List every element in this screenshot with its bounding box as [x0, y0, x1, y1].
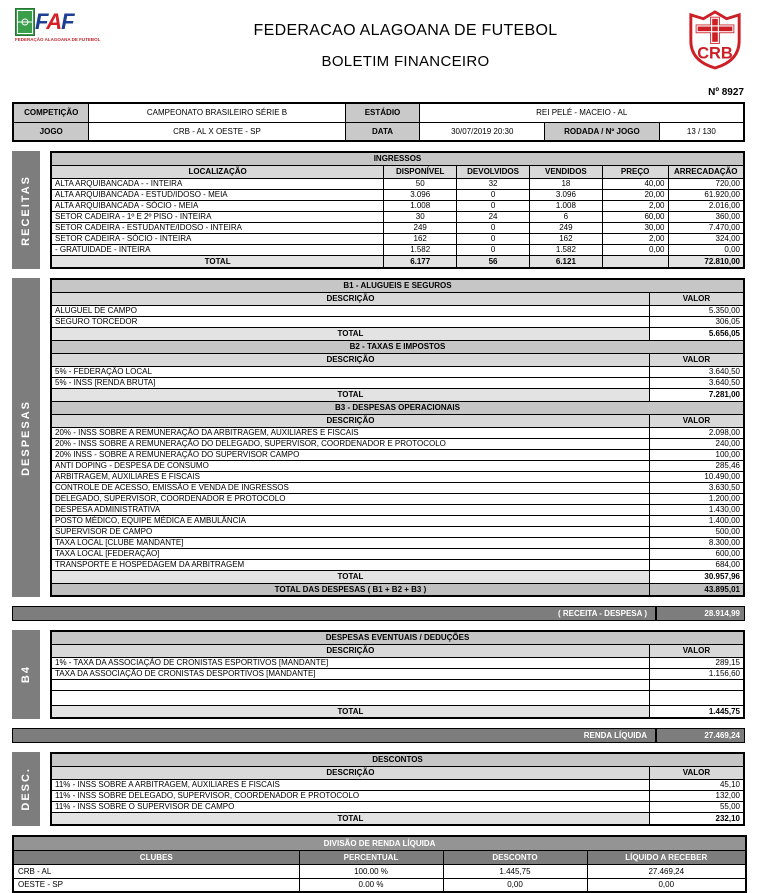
cell-vendidos: 3.096: [530, 189, 603, 200]
expense-row: [51, 427, 744, 438]
cell-descricao: ANTI DOPING - DESPESA DE CONSUMO: [51, 460, 649, 471]
cell-valor: 1.400,00: [649, 515, 744, 526]
total-preco: [602, 255, 668, 268]
expense-row: [51, 801, 744, 812]
cell-descricao: CONTROLE DE ACESSO, EMISSÃO E VENDA DE INGRESSOS: [51, 482, 649, 493]
table-row: [51, 152, 744, 165]
competicao-value: CAMPEONATO BRASILEIRO SÉRIE B: [89, 103, 345, 122]
cell-liquido: 27.469,24: [587, 864, 746, 878]
cell-valor: 3.640,50: [649, 366, 744, 377]
ingressos-title: INGRESSOS: [51, 152, 744, 165]
cell-vendidos: 18: [530, 178, 603, 189]
cell-valor: 1.156,60: [649, 668, 744, 679]
subsection-total-row: [51, 327, 744, 340]
column-header: DISPONÍVEL: [384, 165, 457, 178]
cell-preco: 2,00: [602, 233, 668, 244]
cell-valor: 289,15: [649, 657, 744, 668]
valor-header: VALOR: [649, 292, 744, 305]
faf-letter: F: [61, 9, 74, 34]
column-header: PREÇO: [602, 165, 668, 178]
column-header-row: [51, 644, 744, 657]
cell-valor: [649, 690, 744, 705]
cell-descricao: 11% - INSS SOBRE A ARBITRAGEM, AUXILIARES E FISCAIS: [51, 779, 649, 790]
svg-text:CRB: CRB: [697, 44, 733, 63]
expense-row: [51, 493, 744, 504]
cell-percentual: 0.00 %: [299, 878, 443, 892]
divisao-renda-table: [12, 835, 747, 893]
total-label: TOTAL: [51, 570, 649, 583]
valor-header: VALOR: [649, 353, 744, 366]
ingressos-table: [50, 151, 745, 269]
descricao-header: DESCRIÇÃO: [51, 292, 649, 305]
subsection-total-row: [51, 570, 744, 583]
cell-vendidos: 162: [530, 233, 603, 244]
ingresso-row: [51, 189, 744, 200]
cell-valor: 5.350,00: [649, 305, 744, 316]
subsection-title: DESCONTOS: [51, 753, 744, 766]
cell-descricao: POSTO MÉDICO, EQUIPE MÉDICA E AMBULÂNCIA: [51, 515, 649, 526]
empty-row: [51, 690, 744, 705]
column-header-row: [51, 414, 744, 427]
receita-despesa-bar: [12, 606, 745, 621]
expense-row: [51, 377, 744, 388]
expense-row: [51, 548, 744, 559]
subsection-title: B3 - DESPESAS OPERACIONAIS: [51, 401, 744, 414]
cell-devolvidos: 32: [457, 178, 530, 189]
subsection-title-row: [51, 401, 744, 414]
total-label: TOTAL: [51, 327, 649, 340]
cell-preco: 30,00: [602, 222, 668, 233]
cell-liquido: 0,00: [587, 878, 746, 892]
cell-devolvidos: 0: [457, 200, 530, 211]
cell-descricao: SEGURO TORCEDOR: [51, 316, 649, 327]
expense-row: [51, 790, 744, 801]
column-header-row: [51, 766, 744, 779]
cell-vendidos: 1.582: [530, 244, 603, 255]
cell-descricao: TAXA DA ASSOCIAÇÃO DE CRONISTAS DESPORTIVOS [MANDANTE]: [51, 668, 649, 679]
cell-arrecadacao: 0,00: [668, 244, 744, 255]
cell-preco: 20,00: [602, 189, 668, 200]
subsection-title: DESPESAS EVENTUAIS / DEDUÇÕES: [51, 631, 744, 644]
column-header: ARRECADAÇÃO: [668, 165, 744, 178]
b4-table: [50, 630, 745, 719]
expense-row: [51, 460, 744, 471]
jogo-label: JOGO: [13, 122, 89, 141]
subsection-title-row: [51, 753, 744, 766]
cell-arrecadacao: 720,00: [668, 178, 744, 189]
cell-valor: 306,05: [649, 316, 744, 327]
cell-devolvidos: 0: [457, 222, 530, 233]
cell-valor: 684,00: [649, 559, 744, 570]
total-valor: 1.445,75: [649, 705, 744, 718]
faf-caption: FEDERAÇÃO ALAGOANA DE FUTEBOL: [15, 37, 101, 42]
cell-descricao: 20% - INSS SOBRE A REMUNERAÇÃO DO DELEGADO, SUPERVISOR, COORDENADOR E PROTOCOLO: [51, 438, 649, 449]
cell-valor: 3.630,50: [649, 482, 744, 493]
expense-row: [51, 316, 744, 327]
cell-arrecadacao: 2.016,00: [668, 200, 744, 211]
cell-valor: 1.200,00: [649, 493, 744, 504]
b4-section: [12, 630, 745, 719]
expense-row: [51, 471, 744, 482]
jogo-value: CRB - AL X OESTE - SP: [89, 122, 345, 141]
cell-disponivel: 1.582: [384, 244, 457, 255]
cell-disponivel: 162: [384, 233, 457, 244]
faf-logo: [15, 8, 125, 42]
table-row: [13, 103, 744, 122]
despesas-sidebar: DESPESAS: [12, 278, 40, 597]
expense-row: [51, 449, 744, 460]
cell-vendidos: 6: [530, 211, 603, 222]
ingresso-row: [51, 211, 744, 222]
column-header: LOCALIZAÇÃO: [51, 165, 384, 178]
expense-row: [51, 438, 744, 449]
soccer-field-icon: [15, 8, 35, 36]
cell-arrecadacao: 324,00: [668, 233, 744, 244]
cell-preco: 0,00: [602, 244, 668, 255]
cell-descricao: DESPESA ADMINISTRATIVA: [51, 504, 649, 515]
ingresso-row: [51, 233, 744, 244]
expense-row: [51, 779, 744, 790]
total-arrecadacao: 72.810,00: [668, 255, 744, 268]
cell-descricao: 11% - INSS SOBRE O SUPERVISOR DE CAMPO: [51, 801, 649, 812]
table-row: [13, 836, 746, 850]
descricao-header: DESCRIÇÃO: [51, 766, 649, 779]
clube-row: [13, 864, 746, 878]
cell-disponivel: 249: [384, 222, 457, 233]
cell-localizacao: SETOR CADEIRA - 1º E 2º PISO - INTEIRA: [51, 211, 384, 222]
ingresso-row: [51, 200, 744, 211]
page-title: FEDERACAO ALAGOANA DE FUTEBOL: [253, 22, 558, 39]
cell-valor: 45,10: [649, 779, 744, 790]
cell-vendidos: 249: [530, 222, 603, 233]
cell-preco: 60,00: [602, 211, 668, 222]
expense-row: [51, 515, 744, 526]
clube-row: [13, 878, 746, 892]
crb-crest-icon: [686, 8, 744, 75]
faf-letter: A: [46, 9, 62, 34]
ingresso-row: [51, 222, 744, 233]
subsection-title-row: [51, 631, 744, 644]
total-label: TOTAL: [51, 388, 649, 401]
column-header: CLUBES: [13, 850, 299, 864]
column-header: DESCONTO: [443, 850, 587, 864]
expense-row: [51, 482, 744, 493]
cell-descricao: 1% - TAXA DA ASSOCIAÇÃO DE CRONISTAS ESPORTIVOS [MANDANTE]: [51, 657, 649, 668]
cell-clube: CRB - AL: [13, 864, 299, 878]
cell-disponivel: 1.008: [384, 200, 457, 211]
rodada-label: RODADA / Nº JOGO: [545, 122, 660, 141]
receita-despesa-value: 28.914,99: [655, 607, 744, 620]
total-valor: 7.281,00: [649, 388, 744, 401]
cell-valor: [649, 679, 744, 690]
cell-preco: 40,00: [602, 178, 668, 189]
cell-valor: 500,00: [649, 526, 744, 537]
receitas-section: [12, 151, 745, 269]
cell-desconto: 0,00: [443, 878, 587, 892]
cell-valor: 285,46: [649, 460, 744, 471]
expense-row: [51, 366, 744, 377]
competicao-label: COMPETIÇÃO: [13, 103, 89, 122]
title-block: [125, 8, 686, 70]
total-vendidos: 6.121: [530, 255, 603, 268]
ingressos-total-row: [51, 255, 744, 268]
cell-descricao: DELEGADO, SUPERVISOR, COORDENADOR E PROTOCOLO: [51, 493, 649, 504]
cell-descricao: 5% - FEDERAÇÃO LOCAL: [51, 366, 649, 377]
cell-localizacao: SETOR CADEIRA - SÓCIO - INTEIRA: [51, 233, 384, 244]
cell-descricao: TAXA LOCAL [FEDERAÇÃO]: [51, 548, 649, 559]
bulletin-number: Nº 8927: [708, 87, 744, 98]
descontos-sidebar: DESC.: [12, 752, 40, 826]
expense-row: [51, 537, 744, 548]
column-header-row: [51, 353, 744, 366]
faf-letter: F: [35, 9, 47, 34]
cell-clube: OESTE - SP: [13, 878, 299, 892]
descontos-section: [12, 752, 745, 826]
descricao-header: DESCRIÇÃO: [51, 414, 649, 427]
divisao-title: DIVISÃO DE RENDA LÍQUIDA: [13, 836, 746, 850]
data-label: DATA: [345, 122, 420, 141]
valor-header: VALOR: [649, 414, 744, 427]
descontos-table: [50, 752, 745, 826]
ingresso-row: [51, 244, 744, 255]
cell-descricao: SUPERVISOR DE CAMPO: [51, 526, 649, 537]
cell-valor: 55,00: [649, 801, 744, 812]
rodada-value: 13 / 130: [659, 122, 744, 141]
cell-desconto: 1.445,75: [443, 864, 587, 878]
faf-wordmark: [35, 11, 74, 33]
cell-valor: 1.430,00: [649, 504, 744, 515]
receita-despesa-label: ( RECEITA - DESPESA ): [557, 609, 647, 618]
despesas-section: [12, 278, 745, 597]
total-valor: 30.957,96: [649, 570, 744, 583]
cell-descricao: 5% - INSS [RENDA BRUTA]: [51, 377, 649, 388]
estadio-label: ESTÁDIO: [345, 103, 420, 122]
descricao-header: DESCRIÇÃO: [51, 644, 649, 657]
column-header: PERCENTUAL: [299, 850, 443, 864]
page-header: [0, 0, 760, 75]
subsection-total-row: [51, 705, 744, 718]
cell-disponivel: 3.096: [384, 189, 457, 200]
cell-localizacao: - GRATUIDADE - INTEIRA: [51, 244, 384, 255]
match-info-table: [12, 102, 745, 142]
cell-descricao: TRANSPORTE E HOSPEDAGEM DA ARBITRAGEM: [51, 559, 649, 570]
cell-descricao: 20% - INSS SOBRE A REMUNERAÇÃO DA ARBITRAGEM, AUXILIARES E FISCAIS: [51, 427, 649, 438]
ingresso-row: [51, 178, 744, 189]
cell-localizacao: SETOR CADEIRA - ESTUDANTE/IDOSO - INTEIRA: [51, 222, 384, 233]
cell-valor: 100,00: [649, 449, 744, 460]
expense-row: [51, 559, 744, 570]
expense-row: [51, 657, 744, 668]
grand-total-label: TOTAL DAS DESPESAS ( B1 + B2 + B3 ): [51, 583, 649, 596]
cell-descricao: ALUGUEL DE CAMPO: [51, 305, 649, 316]
subsection-total-row: [51, 812, 744, 825]
cell-devolvidos: 24: [457, 211, 530, 222]
cell-valor: 10.490,00: [649, 471, 744, 482]
column-header: LÍQUIDO A RECEBER: [587, 850, 746, 864]
cell-valor: 3.640,50: [649, 377, 744, 388]
cell-localizacao: ALTA ARQUIBANCADA - ESTUD/IDOSO - MEIA: [51, 189, 384, 200]
cell-localizacao: ALTA ARQUIBANCADA - SÓCIO - MEIA: [51, 200, 384, 211]
total-disponivel: 6.177: [384, 255, 457, 268]
grand-total-valor: 43.895,01: [649, 583, 744, 596]
valor-header: VALOR: [649, 766, 744, 779]
grand-total-row: [51, 583, 744, 596]
column-header-row: [51, 292, 744, 305]
renda-liquida-value: 27.469,24: [655, 729, 744, 742]
descricao-header: DESCRIÇÃO: [51, 353, 649, 366]
despesas-table: [50, 278, 745, 597]
receitas-sidebar: RECEITAS: [12, 151, 40, 269]
table-row: [13, 122, 744, 141]
b4-sidebar: B4: [12, 630, 40, 719]
cell-arrecadacao: 360,00: [668, 211, 744, 222]
cell-descricao: TAXA LOCAL [CLUBE MANDANTE]: [51, 537, 649, 548]
total-devolvidos: 56: [457, 255, 530, 268]
cell-descricao: [51, 690, 649, 705]
expense-row: [51, 504, 744, 515]
cell-disponivel: 30: [384, 211, 457, 222]
cell-descricao: 11% - INSS SOBRE DELEGADO, SUPERVISOR, COORDENADOR E PROTOCOLO: [51, 790, 649, 801]
expense-row: [51, 305, 744, 316]
total-valor: 5.656,05: [649, 327, 744, 340]
empty-row: [51, 679, 744, 690]
cell-vendidos: 1.008: [530, 200, 603, 211]
total-label: TOTAL: [51, 255, 384, 268]
cell-preco: 2,00: [602, 200, 668, 211]
renda-liquida-label: RENDA LÍQUIDA: [583, 731, 647, 740]
cell-descricao: 20% INSS - SOBRE A REMUNERAÇÃO DO SUPERVISOR CAMPO: [51, 449, 649, 460]
cell-valor: 132,00: [649, 790, 744, 801]
cell-localizacao: ALTA ARQUIBANCADA - - INTEIRA: [51, 178, 384, 189]
subsection-title: B2 - TAXAS E IMPOSTOS: [51, 340, 744, 353]
data-value: 30/07/2019 20:30: [420, 122, 545, 141]
cell-devolvidos: 0: [457, 244, 530, 255]
cell-descricao: ARBITRAGEM, AUXILIARES E FISCAIS: [51, 471, 649, 482]
cell-valor: 600,00: [649, 548, 744, 559]
renda-liquida-bar: [12, 728, 745, 743]
cell-valor: 240,00: [649, 438, 744, 449]
cell-arrecadacao: 61.920,00: [668, 189, 744, 200]
cell-devolvidos: 0: [457, 233, 530, 244]
column-header: VENDIDOS: [530, 165, 603, 178]
subsection-title: B1 - ALUGUEIS E SEGUROS: [51, 279, 744, 292]
page-subtitle: BOLETIM FINANCEIRO: [321, 53, 490, 70]
cell-devolvidos: 0: [457, 189, 530, 200]
subsection-title-row: [51, 340, 744, 353]
cell-percentual: 100.00 %: [299, 864, 443, 878]
subsection-total-row: [51, 388, 744, 401]
expense-row: [51, 526, 744, 537]
cell-disponivel: 50: [384, 178, 457, 189]
cell-valor: 2.098,00: [649, 427, 744, 438]
cell-arrecadacao: 7.470,00: [668, 222, 744, 233]
estadio-value: REI PELÉ - MACEIO - AL: [420, 103, 744, 122]
cell-descricao: [51, 679, 649, 690]
total-label: TOTAL: [51, 812, 649, 825]
total-valor: 232,10: [649, 812, 744, 825]
valor-header: VALOR: [649, 644, 744, 657]
divisao-header-row: [13, 850, 746, 864]
total-label: TOTAL: [51, 705, 649, 718]
cell-valor: 8.300,00: [649, 537, 744, 548]
subsection-title-row: [51, 279, 744, 292]
ingressos-header-row: [51, 165, 744, 178]
expense-row: [51, 668, 744, 679]
column-header: DEVOLVIDOS: [457, 165, 530, 178]
